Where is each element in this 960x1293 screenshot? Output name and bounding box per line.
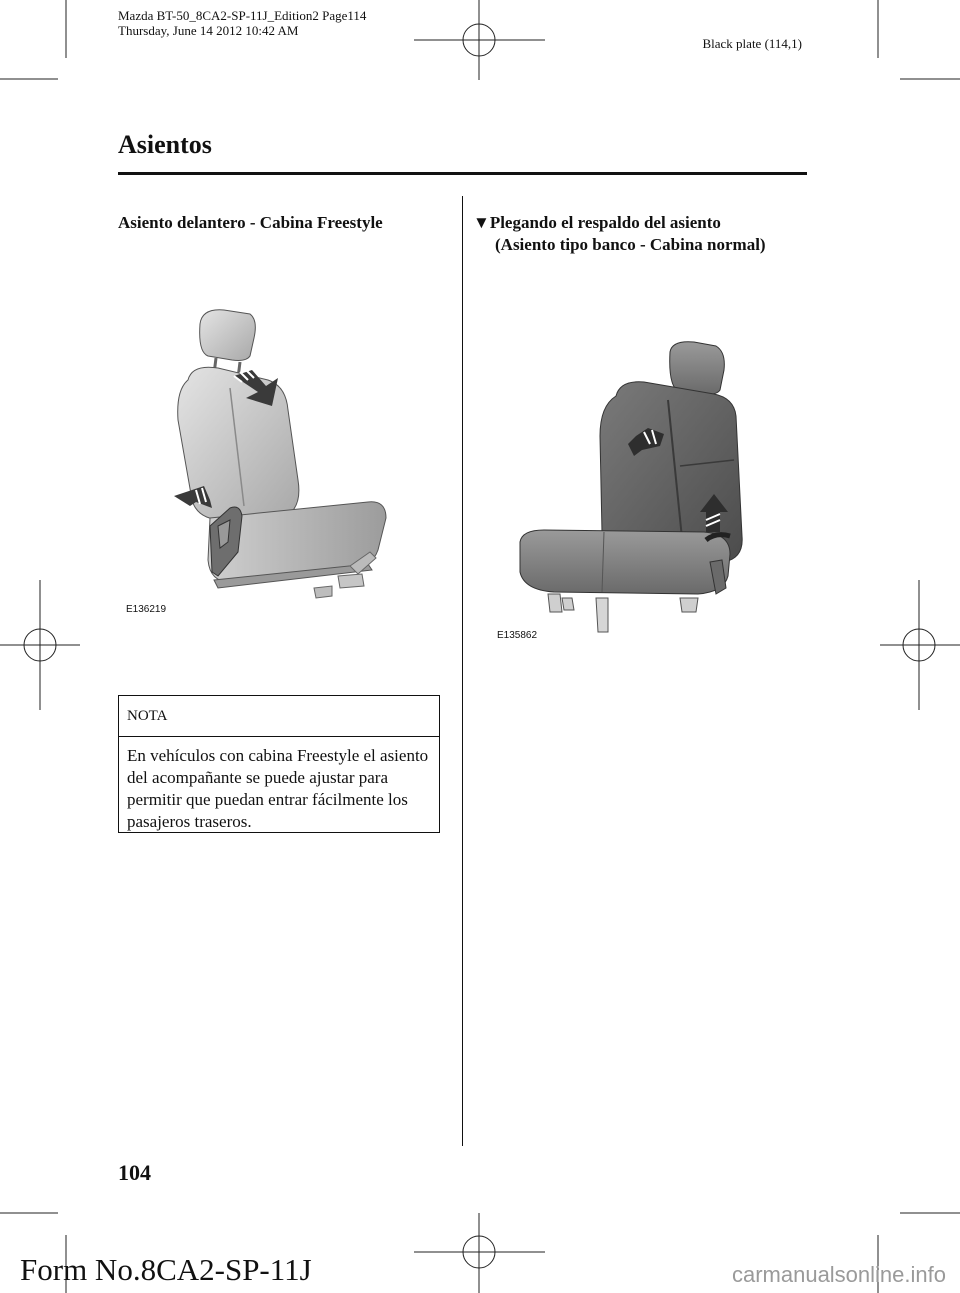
- left-heading: Asiento delantero - Cabina Freestyle: [118, 213, 383, 232]
- right-figure-code: E135862: [497, 630, 538, 641]
- triangle-marker-icon: ▼: [473, 213, 490, 232]
- watermark: carmanualsonline.info: [731, 1262, 946, 1287]
- form-number: Form No.8CA2-SP-11J: [20, 1252, 312, 1287]
- right-heading-line2: (Asiento tipo banco - Cabina normal): [495, 235, 766, 254]
- front-seat-figure: [118, 290, 438, 630]
- note-label: NOTA: [119, 696, 439, 737]
- note-box: [118, 695, 440, 833]
- section-title-rule: [118, 172, 807, 175]
- print-file-line: Mazda BT-50_8CA2-SP-11J_Edition2 Page114: [118, 8, 367, 23]
- headrest-shape: [200, 310, 256, 361]
- headrest-shape: [670, 342, 725, 395]
- section-title: Asientos: [118, 130, 212, 159]
- right-heading-line1: Plegando el respaldo del asiento: [489, 213, 721, 232]
- page-number: 104: [118, 1160, 151, 1185]
- column-divider: [462, 196, 463, 1146]
- black-plate-label: Black plate (114,1): [702, 36, 802, 51]
- right-heading: [473, 212, 721, 234]
- cushion-shape: [520, 530, 730, 594]
- left-figure-code: E136219: [126, 604, 167, 615]
- bench-seat-figure: [484, 336, 814, 646]
- note-text: En vehículos con cabina Freestyle el asiento del acompañante se puede ajustar para permitir que puedan entrar fácilmente los pasajeros traseros.: [127, 746, 429, 831]
- print-date-line: Thursday, June 14 2012 10:42 AM: [118, 23, 299, 38]
